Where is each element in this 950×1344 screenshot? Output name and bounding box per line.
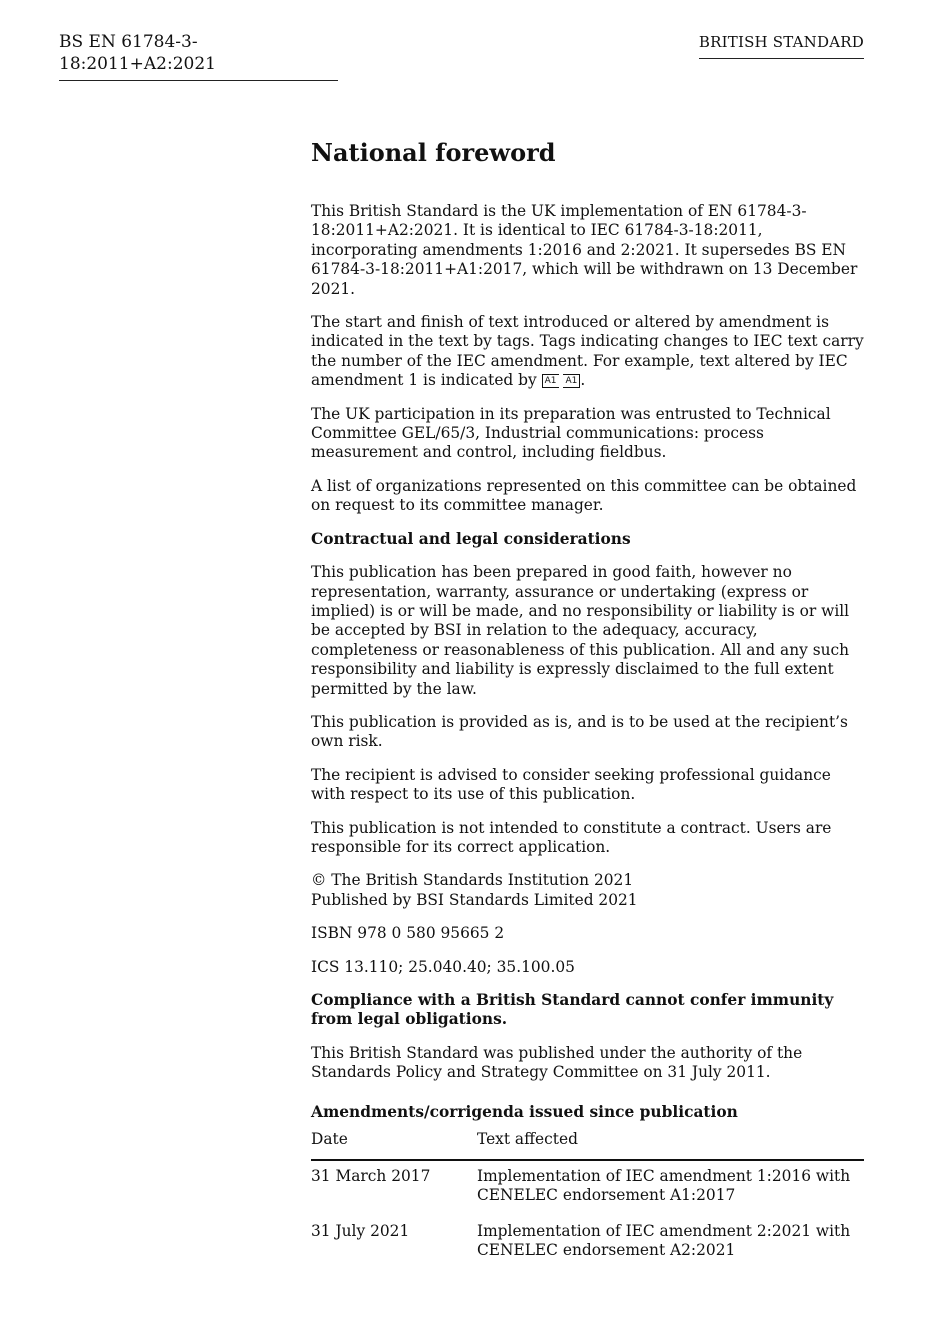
intro-paragraph: This British Standard is the UK implementation of EN 61784-3-18:2011+A2:2021. It is identical to IEC 61784-3-18:2011, incorporating amendments 1:2016 and 2:2021. It supersedes BS EN 61784-3-18:2011+A1:2017, which will be withdrawn on 13 December 2021. (311, 202, 858, 298)
amendment-date: 31 July 2021 (311, 1221, 410, 1240)
table-header-row (311, 1130, 864, 1160)
amendment-text: Implementation of IEC amendment 2:2021 with CENELEC endorsement A2:2021 (477, 1221, 851, 1260)
document-id: BS EN 61784-3-18:2011+A2:2021 (59, 31, 338, 81)
compliance-statement: Compliance with a British Standard cannot confer immunity from legal obligations. (311, 991, 834, 1029)
amendments-heading: Amendments/corrigenda issued since publication (311, 1102, 738, 1121)
isbn-line: ISBN 978 0 580 95665 2 (311, 924, 505, 943)
column-header-date: Date (311, 1130, 477, 1160)
contract-heading: Contractual and legal considerations (311, 529, 631, 548)
column-header-text-affected: Text affected (477, 1130, 864, 1160)
table-row (311, 1160, 864, 1222)
amendments-table (311, 1130, 864, 1267)
guidance-paragraph: The recipient is advised to consider seeking professional guidance with respect to its use of this publication. (311, 765, 831, 804)
authority-paragraph: This British Standard was published under the authority of the Standards Policy and Strategy Committee on 31 July 2011. (311, 1043, 803, 1082)
organizations-paragraph: A list of organizations represented on this committee can be obtained on request to its committee manager. (311, 476, 857, 515)
contract-paragraph: This publication is not intended to constitute a contract. Users are responsible for its correct application. (311, 818, 832, 856)
main-content (311, 138, 864, 1267)
copyright-line: © The British Standards Institution 2021 (311, 871, 634, 890)
series-label: BRITISH STANDARD (699, 31, 864, 59)
amendment-tags-end: . (580, 371, 586, 390)
amendment-text: Implementation of IEC amendment 1:2016 with CENELEC endorsement A1:2017 (477, 1167, 851, 1205)
amendment-tags-text: The start and finish of text introduced or altered by amendment is indicated in the text by tags. Tags indicating changes to IEC text carry the number of the IEC amendment. For example, text altered by IEC amendment 1 is indicated by (311, 313, 864, 390)
good-faith-paragraph: This publication has been prepared in good faith, however no representation, warranty, assurance or undertaking (express or implied) is or will be made, and no responsibility or liability is or will be accepted by BSI in relation to the adequacy, accuracy, completeness or reasonableness of this publication. All and any such responsibility and liability is expressly disclaimed to the full extent permitted by the law. (311, 563, 850, 698)
ics-line: ICS 13.110; 25.040.40; 35.100.05 (311, 957, 575, 976)
publisher-line: Published by BSI Standards Limited 2021 (311, 890, 638, 909)
amendment-close-tag-icon: A1 (563, 374, 580, 388)
table-row (311, 1222, 864, 1267)
copyright-block (311, 871, 864, 910)
amendment-open-tag-icon: A1 (542, 374, 559, 388)
committee-paragraph: The UK participation in its preparation was entrusted to Technical Committee GEL/65/3, Industrial communications: process measurement and control, including fieldbus. (311, 404, 831, 462)
as-is-paragraph: This publication is provided as is, and is to be used at the recipient’s own risk. (311, 712, 848, 751)
page-title: National foreword (311, 138, 556, 167)
amendment-date: 31 March 2017 (311, 1167, 431, 1186)
amendment-tags-paragraph (311, 313, 864, 391)
